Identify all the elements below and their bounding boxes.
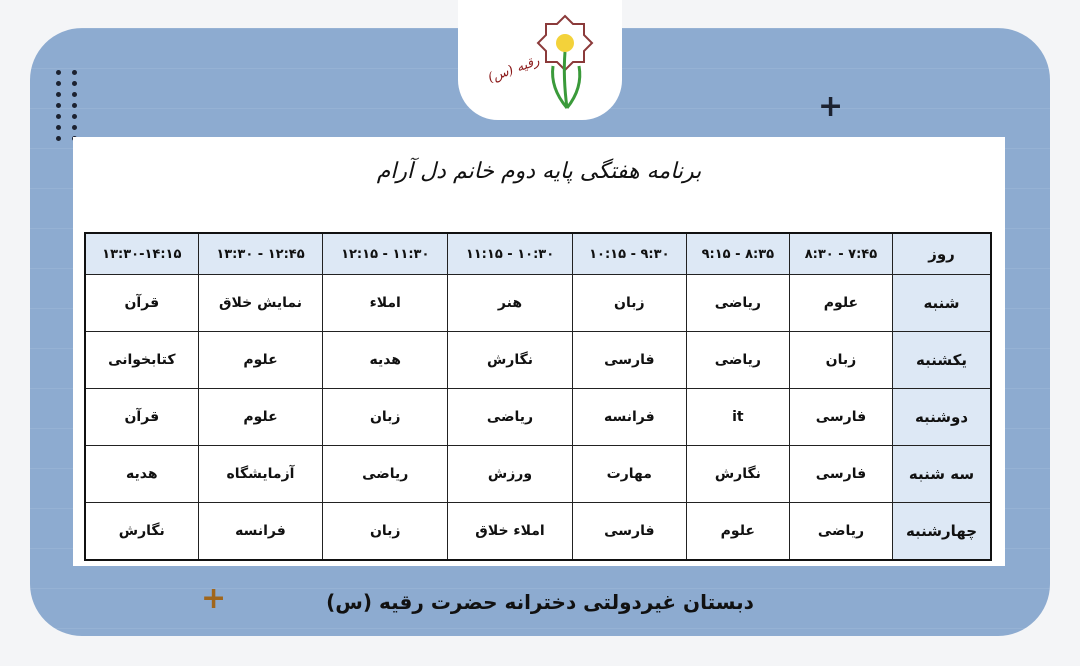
subject-cell: it bbox=[686, 389, 789, 446]
subject-cell: هدیه bbox=[323, 332, 448, 389]
subject-cell: املاء خلاق bbox=[448, 503, 573, 561]
subject-cell: مهارت bbox=[572, 446, 686, 503]
subject-cell: زبان bbox=[572, 275, 686, 332]
header-period: ۷:۴۵ - ۸:۳۰ bbox=[789, 233, 892, 275]
subject-cell: زبان bbox=[323, 389, 448, 446]
header-period: ۱۱:۳۰ - ۱۲:۱۵ bbox=[323, 233, 448, 275]
subject-cell: نگارش bbox=[448, 332, 573, 389]
plus-icon: + bbox=[201, 581, 227, 616]
day-cell: چهارشنبه bbox=[893, 503, 992, 561]
table-row bbox=[85, 389, 991, 446]
subject-cell: علوم bbox=[686, 503, 789, 561]
schedule-title: برنامه هفتگی پایه دوم خانم دل آرام bbox=[376, 159, 702, 184]
subject-cell: ریاضی bbox=[686, 275, 789, 332]
subject-cell: نگارش bbox=[85, 503, 198, 561]
subject-cell: ریاضی bbox=[789, 503, 892, 561]
schedule-card bbox=[73, 137, 1005, 566]
subject-cell: قرآن bbox=[85, 275, 198, 332]
header-period: ۱۳:۳۰-۱۴:۱۵ bbox=[85, 233, 198, 275]
header-period: ۹:۳۰ - ۱۰:۱۵ bbox=[572, 233, 686, 275]
school-logo bbox=[458, 0, 622, 120]
subject-cell: نگارش bbox=[686, 446, 789, 503]
subject-cell: زبان bbox=[323, 503, 448, 561]
header-period: ۱۲:۴۵ - ۱۳:۳۰ bbox=[198, 233, 323, 275]
day-cell: یکشنبه bbox=[893, 332, 992, 389]
subject-cell: نمایش خلاق bbox=[198, 275, 323, 332]
subject-cell: ریاضی bbox=[323, 446, 448, 503]
subject-cell: کتابخوانی bbox=[85, 332, 198, 389]
day-cell: دوشنبه bbox=[893, 389, 992, 446]
subject-cell: فرانسه bbox=[198, 503, 323, 561]
table-row bbox=[85, 332, 991, 389]
subject-cell: املاء bbox=[323, 275, 448, 332]
day-cell: سه شنبه bbox=[893, 446, 992, 503]
svg-text:رقیه (س): رقیه (س) bbox=[486, 53, 542, 86]
subject-cell: علوم bbox=[789, 275, 892, 332]
table-header-row bbox=[85, 233, 991, 275]
subject-cell: هنر bbox=[448, 275, 573, 332]
subject-cell: آزمایشگاه bbox=[198, 446, 323, 503]
plus-icon: + bbox=[818, 89, 844, 124]
weekly-schedule-table bbox=[84, 232, 992, 561]
subject-cell: زبان bbox=[789, 332, 892, 389]
subject-cell: فرانسه bbox=[572, 389, 686, 446]
day-cell: شنبه bbox=[893, 275, 992, 332]
subject-cell: فارسی bbox=[789, 446, 892, 503]
subject-cell: علوم bbox=[198, 389, 323, 446]
subject-cell: قرآن bbox=[85, 389, 198, 446]
subject-cell: ریاضی bbox=[448, 389, 573, 446]
subject-cell: علوم bbox=[198, 332, 323, 389]
header-day: روز bbox=[893, 233, 992, 275]
subject-cell: ورزش bbox=[448, 446, 573, 503]
subject-cell: ریاضی bbox=[686, 332, 789, 389]
decorative-dots bbox=[56, 70, 78, 141]
school-name-footer: دبستان غیردولتی دخترانه حضرت رقیه (س) bbox=[326, 590, 754, 614]
table-row bbox=[85, 503, 991, 561]
subject-cell: فارسی bbox=[572, 503, 686, 561]
subject-cell: فارسی bbox=[572, 332, 686, 389]
table-row bbox=[85, 275, 991, 332]
subject-cell: هدیه bbox=[85, 446, 198, 503]
subject-cell: فارسی bbox=[789, 389, 892, 446]
header-period: ۱۰:۳۰ - ۱۱:۱۵ bbox=[448, 233, 573, 275]
header-period: ۸:۳۵ - ۹:۱۵ bbox=[686, 233, 789, 275]
table-row bbox=[85, 446, 991, 503]
